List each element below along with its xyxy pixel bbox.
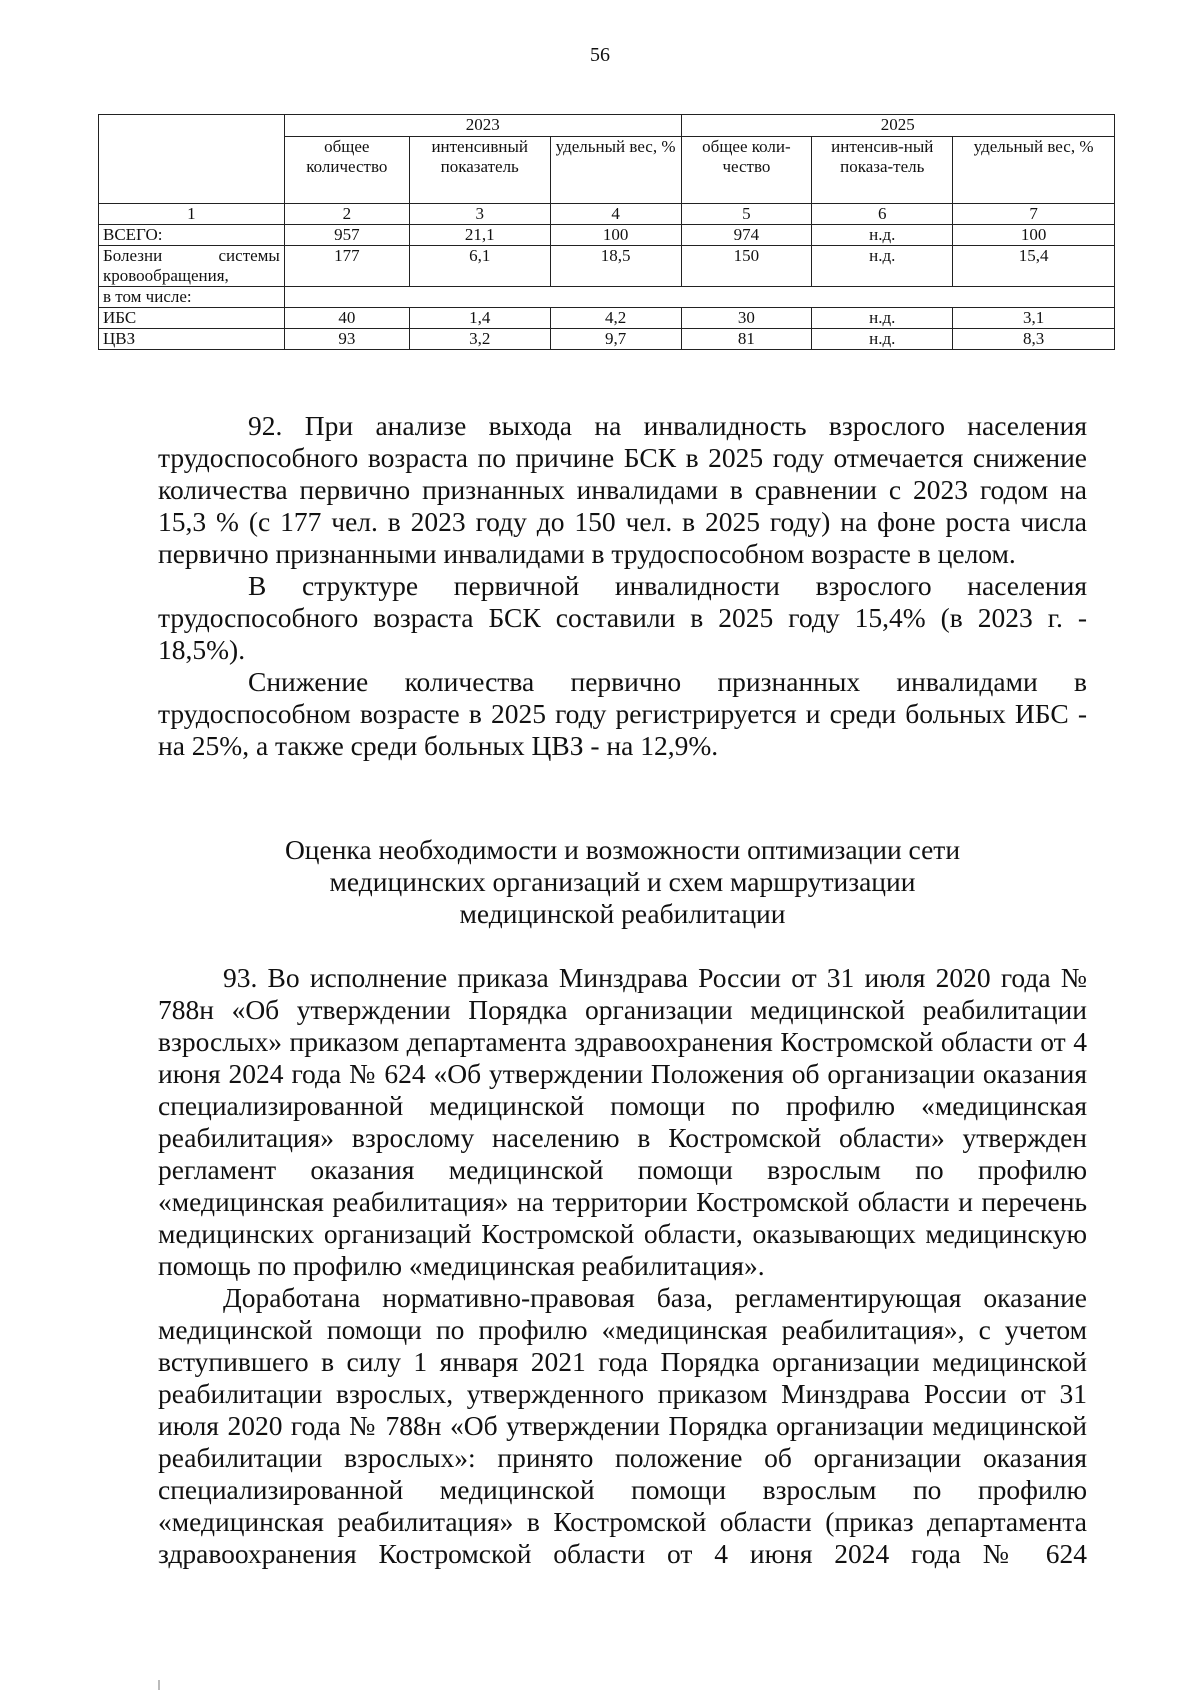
column-header: интенсив-ный показа-тель	[812, 137, 953, 204]
table-cell: 957	[284, 225, 409, 246]
column-header: удельный вес, %	[953, 137, 1115, 204]
row-label: ЦВЗ	[99, 329, 285, 350]
table-row	[99, 246, 1115, 287]
row-label: ВСЕГО:	[99, 225, 285, 246]
paragraph-92-structure: В структуре первичной инвалидности взрослого населения трудоспособного возраста БСК составили в 2025 году 15,4% (в 2023 г. - 18,5%).	[158, 570, 1087, 665]
column-header: общее коли-чество	[681, 137, 812, 204]
table-cell: 100	[953, 225, 1115, 246]
table-cell: 1,4	[409, 308, 550, 329]
table-cell: 150	[681, 246, 812, 287]
section-heading-line: медицинских организаций и схем маршрутизации	[329, 866, 916, 897]
column-number: 5	[681, 204, 812, 225]
table-cell: н.д.	[812, 308, 953, 329]
table-cell: 974	[681, 225, 812, 246]
row-label: в том числе:	[99, 287, 285, 308]
column-number: 2	[284, 204, 409, 225]
table-row	[99, 308, 1115, 329]
table-cell: 21,1	[409, 225, 550, 246]
year-header-2025: 2025	[681, 115, 1114, 137]
scan-margin-mark	[158, 1680, 160, 1690]
table-cell: 177	[284, 246, 409, 287]
table-corner-cell	[99, 115, 285, 204]
column-number: 4	[550, 204, 681, 225]
column-number: 6	[812, 204, 953, 225]
column-number: 1	[99, 204, 285, 225]
table-cell: 9,7	[550, 329, 681, 350]
table-row	[99, 225, 1115, 246]
column-number: 7	[953, 204, 1115, 225]
row-label: Болезни системы кровообращения,	[99, 246, 285, 287]
table-cell-empty	[284, 287, 1114, 308]
disability-stats-table	[98, 114, 1115, 350]
paragraph-93-regulatory: Доработана нормативно-правовая база, регламентирующая оказание медицинской помощи по профилю «медицинская реабилитация», с учетом вступившего в силу 1 января 2021 года Порядка организации медицинской реабилитации взрослых, утвержденного приказом Минздрава России от 31 июля 2020 года № 788н «Об утверждении Порядка организации медицинской реабилитации взрослых»: принято положение об организации оказания специализированной медицинской помощи взрослым по профилю «медицинская реабилитация» в Костромской области (приказ департамента здравоохранения Костромской области от 4 июня 2024 года № 624	[158, 1282, 1087, 1569]
column-header: удельный вес, %	[550, 137, 681, 204]
row-label: ИБС	[99, 308, 285, 329]
table-cell: 15,4	[953, 246, 1115, 287]
section-93-text	[158, 962, 1087, 1570]
table-cell: 3,1	[953, 308, 1115, 329]
paragraph-93: 93. Во исполнение приказа Минздрава России от 31 июля 2020 года № 788н «Об утверждении Порядка организации медицинской реабилитации взрослых» приказом департамента здравоохранения Костромской области от 4 июня 2024 года № 624 «Об утверждении Положения об организации оказания специализированной медицинской помощи по профилю «медицинская реабилитация» взрослому населению в Костромской области» утвержден регламент оказания медицинской помощи взрослым по профилю «медицинская реабилитация» на территории Костромской области и перечень медицинских организаций Костромской области, оказывающих медицинскую помощь по профилю «медицинская реабилитация».	[158, 962, 1087, 1281]
column-header: интенсивный показатель	[409, 137, 550, 204]
column-number: 3	[409, 204, 550, 225]
table-cell: 40	[284, 308, 409, 329]
column-header: общее количество	[284, 137, 409, 204]
table-cell: 100	[550, 225, 681, 246]
table-cell: 6,1	[409, 246, 550, 287]
paragraph-92-decrease: Снижение количества первично признанных инвалидами в трудоспособном возрасте в 2025 году регистрируется и среди больных ИБС - на 25%, а также среди больных ЦВЗ - на 12,9%.	[158, 666, 1087, 761]
table-cell: 8,3	[953, 329, 1115, 350]
table-cell: н.д.	[812, 246, 953, 287]
paragraph-92: 92. При анализе выхода на инвалидность взрослого населения трудоспособного возраста по причине БСК в 2025 году отмечается снижение количества первично признанных инвалидами в сравнении с 2023 годом на 15,3 % (с 177 чел. в 2023 году до 150 чел. в 2025 году) на фоне роста числа первично признанными инвалидами в трудоспособном возрасте в целом.	[158, 410, 1087, 569]
table-cell: 4,2	[550, 308, 681, 329]
table-row	[99, 287, 1115, 308]
year-header-2023: 2023	[284, 115, 681, 137]
table-cell: 18,5	[550, 246, 681, 287]
table-cell: н.д.	[812, 329, 953, 350]
column-number-row	[99, 204, 1115, 225]
table-cell: 3,2	[409, 329, 550, 350]
section-92-text	[158, 410, 1087, 762]
table-cell: н.д.	[812, 225, 953, 246]
table-row	[99, 329, 1115, 350]
table-cell: 30	[681, 308, 812, 329]
table-year-row	[99, 115, 1115, 137]
section-heading-line: медицинской реабилитации	[459, 898, 786, 929]
section-heading	[158, 834, 1087, 930]
page-number: 56	[590, 44, 610, 66]
table-cell: 93	[284, 329, 409, 350]
section-heading-line: Оценка необходимости и возможности оптимизации сети	[284, 834, 961, 865]
table-cell: 81	[681, 329, 812, 350]
